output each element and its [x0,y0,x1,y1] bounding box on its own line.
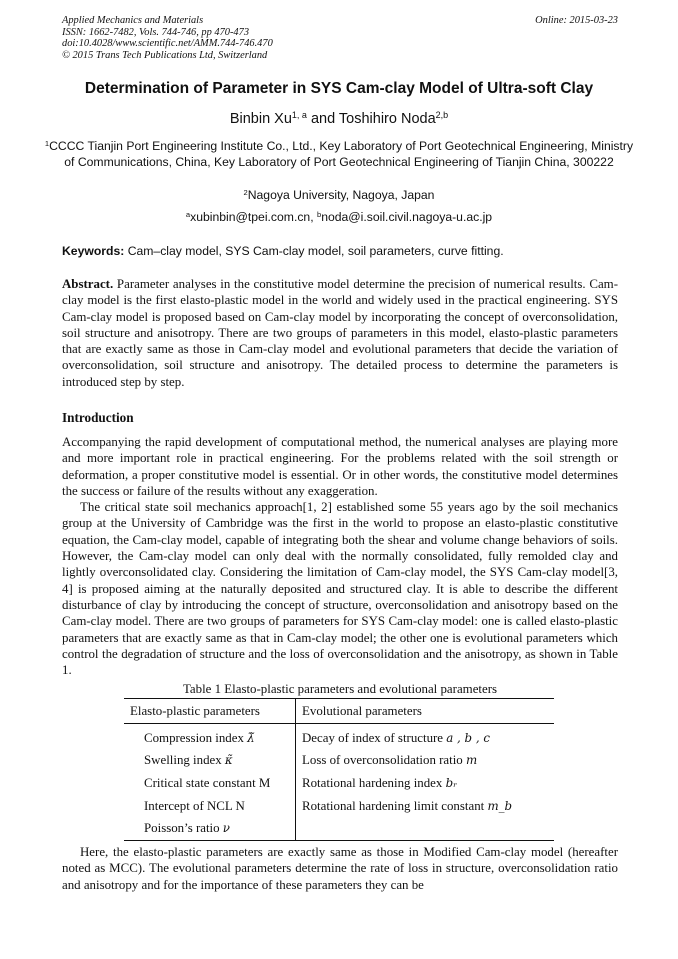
author-conjunction: and [306,111,339,127]
keywords-text: Cam–clay model, SYS Cam-clay model, soil parameters, curve fitting. [124,244,504,258]
doi-line: doi:10.4028/www.scientific.net/AMM.744-746.470 [62,38,273,50]
email-line [40,210,638,226]
table-cell-left: Compression index λ̃ [124,724,296,750]
table-header-row [124,699,554,724]
email-b-mark: b [316,209,322,219]
journal-name: Applied Mechanics and Materials [62,15,204,26]
table-cell-right: Loss of overconsolidation ratio m [302,753,478,768]
abc-symbols: a , b , c [446,730,490,745]
intro-paragraph-1: Accompanying the rapid development of computational method, the numerical analyses are playing more and more important role in practical engineering. For the problems related with the soil strength or deformation, a proper constitutive model is essential. Or in other words, the constitutive model determines the success or failure of the results without any exaggeration. [62,435,618,498]
affiliation-1 [40,139,638,170]
affiliation-2 [40,188,638,204]
author-1-affiliation-mark: 1, a [291,110,307,121]
mb-symbol: m_b [487,798,513,813]
nu-symbol: ν [222,821,230,836]
table-cell-left: Poisson’s ratio ν [124,817,296,840]
author-list [40,111,638,127]
issn-line: ISSN: 1662-7482, Vols. 744-746, pp 470-473 [62,26,250,38]
table-cell-right [296,817,555,840]
lambda-symbol: λ̃ [247,730,255,745]
table-caption: Table 1 Elasto-plastic parameters and evolutional parameters [182,682,498,696]
author-2-affiliation-mark: 2,b [435,110,449,121]
parameter-table [124,698,554,841]
copyright-line: © 2015 Trans Tech Publications Ltd, Switzerland [62,49,268,61]
kappa-symbol: κ̃ [224,753,233,768]
email-a-link[interactable]: xubinbin@tpei.com.cn, [190,210,317,224]
author-1: Binbin Xu [229,111,292,127]
table-row [124,795,554,818]
abstract-text: Parameter analyses in the constitutive model determine the precision of numerical results. Cam-clay model is the first elasto-plastic model in the world and widely used in the practical engineering. SYS Cam-clay model is proposed based on Cam-clay model by incorporating the concept of overconsolidation, soil structure and anisotropy. There are two groups of parameters in this model, elasto-plastic parameters that are exactly same as those in Cam-clay model and evolutional parameters that decide the variation of overconsolidation, soil structure and anisotropy. The detailed process to determine the parameters is introduced step by step. [62,277,618,389]
author-2: Toshihiro Noda [338,111,436,127]
abstract [62,276,618,390]
abstract-label: Abstract. [62,277,114,291]
introduction-body [62,434,618,678]
table-row [124,817,554,840]
table-header-evolutional: Evolutional parameters [296,699,555,724]
introduction-heading: Introduction [62,410,134,425]
email-b-link[interactable]: noda@i.soil.civil.nagoya-u.ac.jp [321,210,493,224]
affiliation-1-text: CCCC Tianjin Port Engineering Institute Co., Ltd., Key Laboratory of Port Geotechnical Engineering, Ministry of Communications, China, Key Laboratory of Port Geotechnical Engineering of Tianjin China, 300222 [49,139,634,169]
affiliation-1-mark: 1 [44,138,50,148]
table-cell-right: Rotational hardening index bᵣ [302,775,458,790]
table-cell-right: Decay of index of structure a , b , c [302,730,490,745]
table-cell-left: Swelling index κ̃ [124,750,296,773]
table-cell-left: Critical state constant M [124,772,296,795]
keywords [62,244,618,258]
keywords-label: Keywords: [62,244,125,258]
table-row [124,772,554,795]
table-row [124,750,554,773]
table-cell-right: Rotational hardening limit constant m_b [302,798,513,813]
affiliation-2-mark: 2 [243,187,248,197]
br-symbol: bᵣ [445,775,458,790]
affiliation-2-text: Nagoya University, Nagoya, Japan [247,188,435,202]
paper-title: Determination of Parameter in SYS Cam-clay Model of Ultra-soft Clay [84,80,594,97]
online-date: Online: 2015-03-23 [535,15,618,26]
m-symbol: m [465,753,478,768]
table-header-elasto-plastic: Elasto-plastic parameters [124,699,296,724]
email-a-mark: a [185,209,191,219]
running-header [62,15,618,61]
table-cell-left: Intercept of NCL N [124,795,296,818]
after-table-paragraph: Here, the elasto-plastic parameters are exactly same as those in Modified Cam-clay model (hereafter noted as MCC). The evolutional parameters determine the rate of loss in structure, overconsolidation ratio and anisotropy and for the importance of these parameters they can be [62,845,618,892]
intro-paragraph-2: The critical state soil mechanics approach[1, 2] established some 55 years ago by the soil mechanics group at the University of Cambridge was the first in the world to propose an elasto-plastic constitutive equation, the Cam-clay model, capable of integrating both the shear and volume change behaviors of soils. However, the Cam-clay model can only deal with the normally consolidated, fully remolded clay and lightly overconsolidated clay. Considering the limitation of Cam-clay model, the SYS Cam-clay model[3, 4] is proposed aiming at the naturally deposited and structured clay. It is able to describe the different disturbance of clay by introducing the concept of structure, overconsolidation and anisotropy based on the Cam-clay model. There are two groups of parameters for SYS Cam-clay model: one is called elasto-plastic parameters that are exactly same as that in Cam-clay model; the other one is evolutional parameters which control the degradation of structure and the loss of overconsolidation and the anisotropy, as shown in Table 1. [62,500,618,678]
table-row [124,724,554,750]
